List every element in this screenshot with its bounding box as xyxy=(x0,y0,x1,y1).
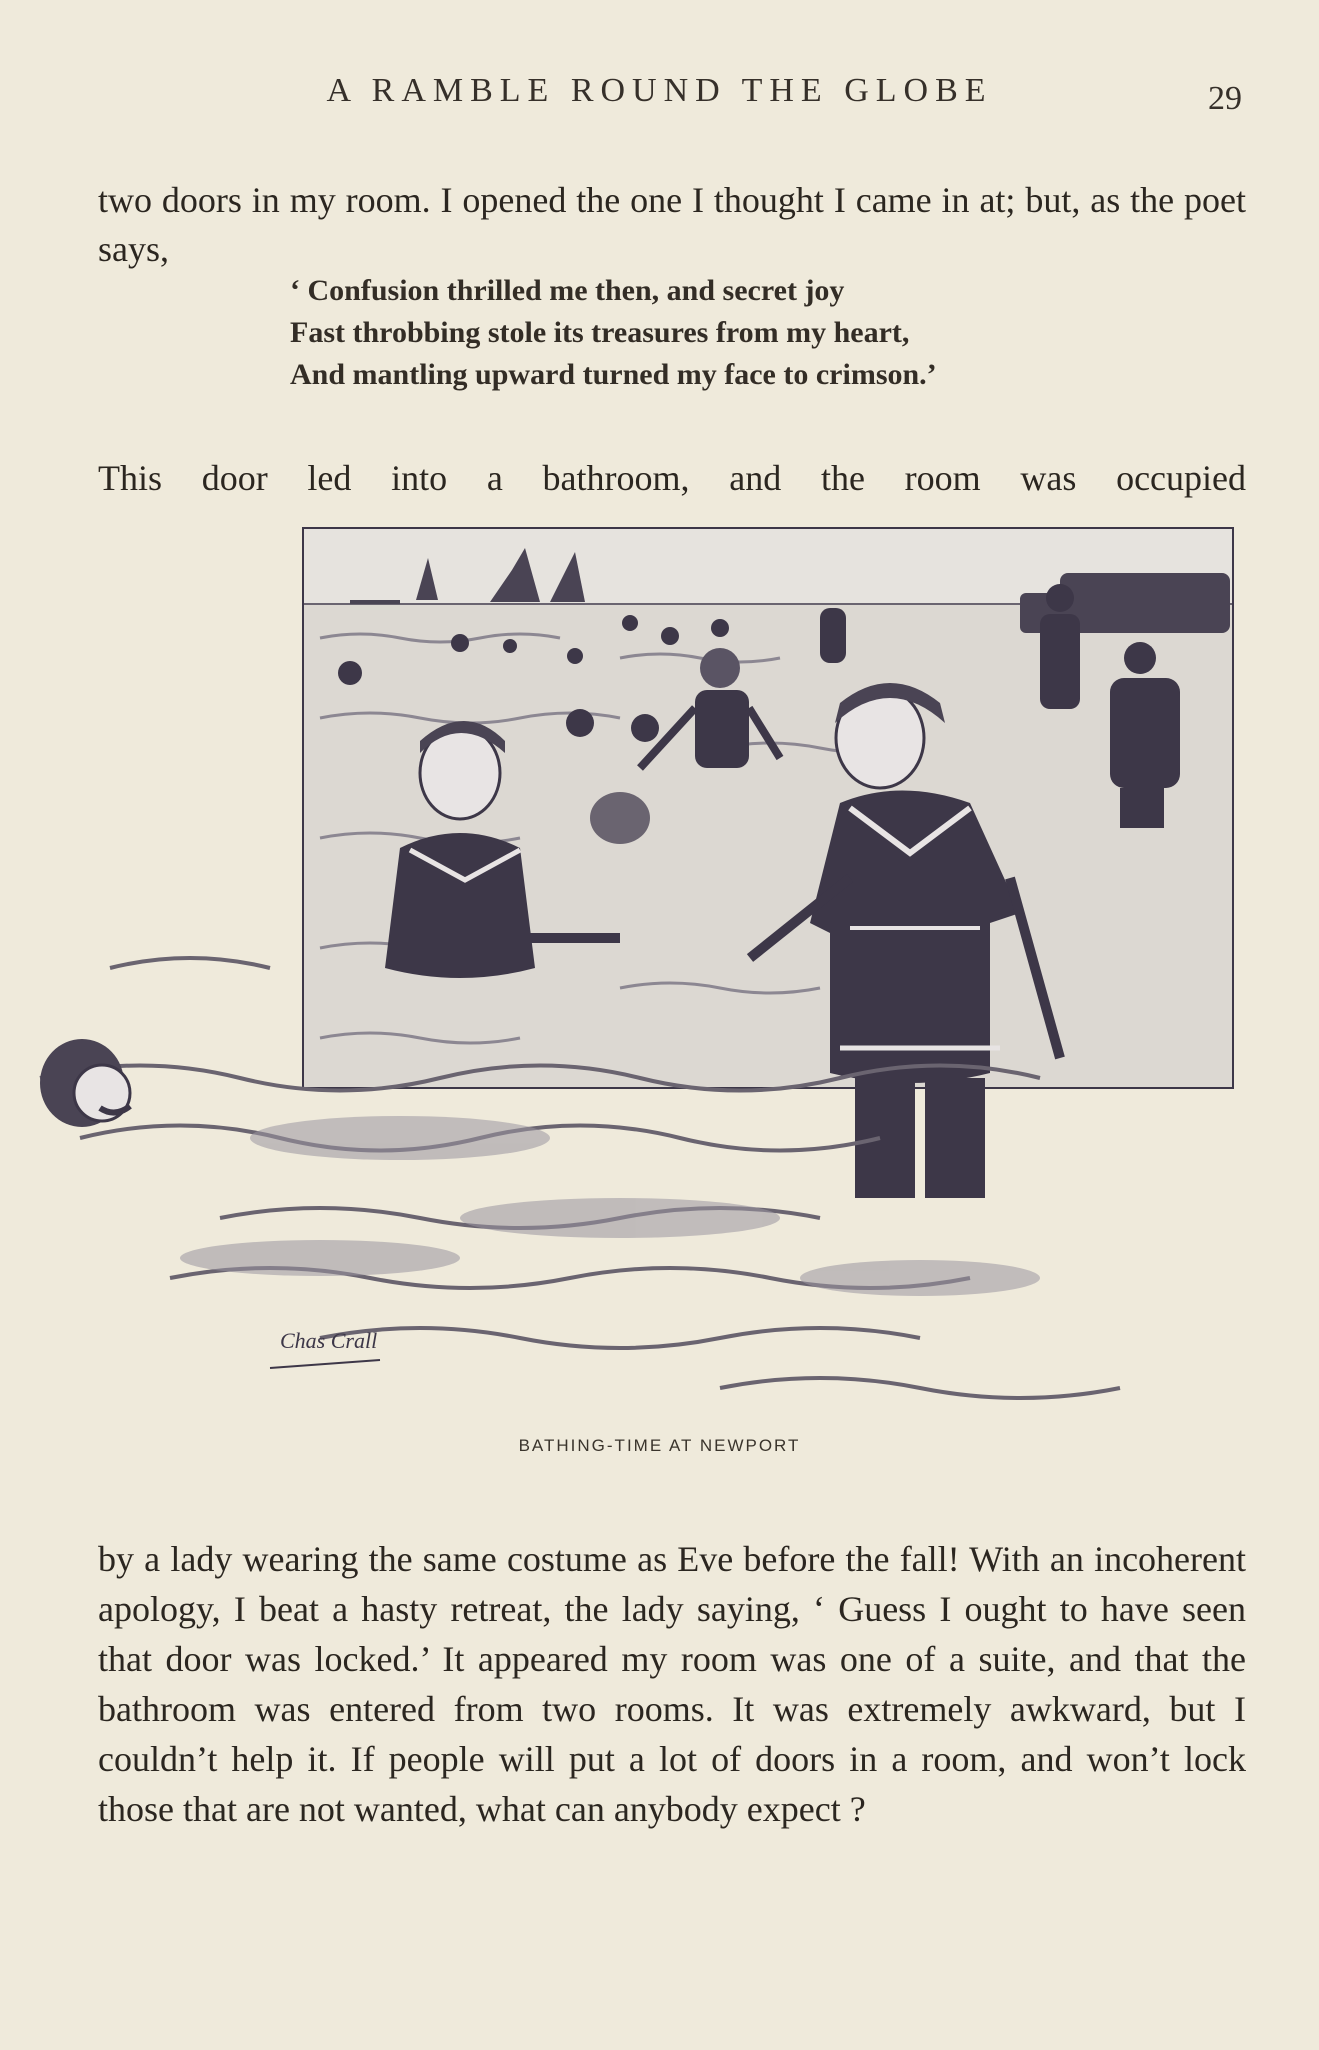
paragraph-opening: two doors in my room. I opened the one I thought I came in at; but, as the poet says, xyxy=(98,180,1246,269)
engraving-illustration xyxy=(20,518,1250,1423)
swimming-man-head xyxy=(40,1039,130,1127)
swimming-woman xyxy=(590,792,650,844)
running-head: A RAMBLE ROUND THE GLOBE xyxy=(326,72,993,109)
illustration-caption: BATHING-TIME AT NEWPORT xyxy=(518,1436,801,1455)
bathing-scene-drawing xyxy=(20,518,1250,1423)
quote-line: Fast throbbing stole its treasures from my heart, xyxy=(290,316,910,349)
quote-line: ‘ Confusion thrilled me then, and secret joy xyxy=(290,274,845,307)
page-number: 29 xyxy=(1208,80,1242,117)
artist-signature: Chas Crall xyxy=(280,1328,378,1353)
verse-quote xyxy=(290,270,1110,396)
quote-line: And mantling upward turned my face to crimson.’ xyxy=(290,358,937,391)
paragraph-bathroom: This door led into a bathroom, and the room was occupied xyxy=(98,458,1246,498)
paragraph-closing: by a lady wearing the same costume as Eve before the fall! With an incoherent apology, I beat a hasty retreat, the lady saying, ‘ Guess I ought to have seen that door was locked.’ It appeared my room was one of a suite, and that the bathroom was entered from two rooms. It was extremely awkward, but I couldn’t help it. If people will put a lot of doors in a room, and won’t lock those that are not wanted, what can anybody expect ? xyxy=(98,1539,1246,1829)
